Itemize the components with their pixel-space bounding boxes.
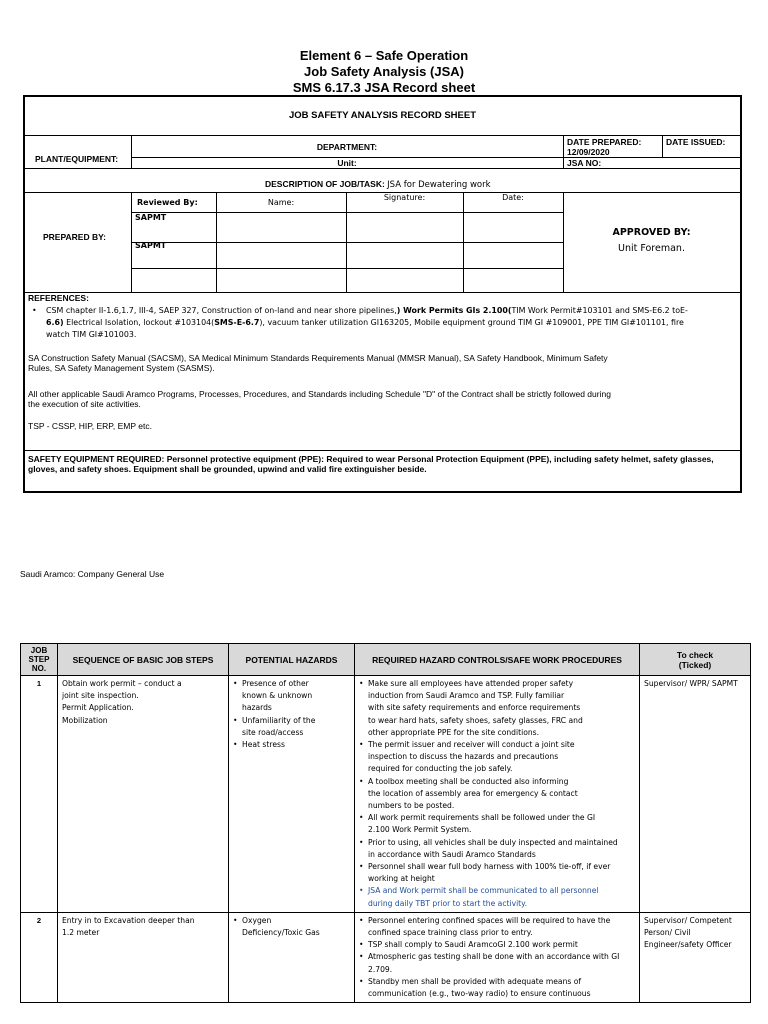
references-bullet: • CSM chapter II-1.6,1.7, III-4, SAEP 327, Construction of on-land and near shore pipelines,) Work Permits GIs 2.100(TIM Work Permit#103101 and SMS-E6.2 toE- 6.6) Electrical Isolation, lockout #103104(SMS-E-6.7), vacuum tanker utilization GI163205, Mobile equipment ground TIM GI #109001, PPE TIM GI#101101, fire watch TIM GI#101003.: [32, 306, 688, 339]
control-item: • Personnel entering confined spaces will be required to have the confined space training class prior to entry.: [368, 915, 635, 939]
header-hazards: POTENTIAL HAZARDS: [229, 644, 355, 676]
check-responsible: Supervisor/ Competent Person/ Civil Engineer/safety Officer: [640, 912, 751, 1002]
control-item: • A toolbox meeting shall be conducted also informing the location of assembly area for emergency & contact numbers to be posted.: [368, 776, 635, 813]
classification-footer: Saudi Aramco: Company General Use: [20, 569, 165, 579]
control-item: • Atmospheric gas testing shall be done with an accordance with GI 2.709.: [368, 951, 635, 975]
safety-equipment: SAFETY EQUIPMENT REQUIRED: Personnel protective equipment (PPE): Required to wear Personal Protection Equipment (PPE), including safety helmet, safety glasses, gloves, and safety shoes. Equipment shall be grounded, upwind and valid fire extinguisher beside.: [28, 454, 714, 474]
date-prepared-value: 12/09/2020: [567, 147, 610, 157]
hazard-item: • Heat stress: [242, 739, 350, 751]
date-issued-label: DATE ISSUED:: [666, 137, 726, 147]
approved-by-value: Unit Foreman.: [618, 243, 685, 254]
table-row: [21, 912, 751, 1002]
control-item: • The permit issuer and receiver will conduct a joint site inspection to discuss the hazards and precautions required for conducting the job safely.: [368, 739, 635, 776]
job-step-sequence: Obtain work permit – conduct a joint site inspection. Permit Application. Mobilization: [58, 676, 229, 913]
control-item: • Personnel shall wear full body harness with 100% tie-off, if ever working at height: [368, 861, 635, 885]
hazards-cell: [229, 912, 355, 1002]
control-item-highlight: • JSA and Work permit shall be communicated to all personnel during daily TBT prior to start the activity.: [368, 885, 635, 909]
references-para-1: SA Construction Safety Manual (SACSM), SA Medical Minimum Standards Requirements Manual (MMSR Manual), SA Safety Handbook, Minimum Safety Rules, SA Safety Management System (SASMS).: [28, 353, 608, 373]
hazard-item: • Oxygen Deficiency/Toxic Gas: [242, 915, 350, 939]
description-label: DESCRIPTION OF JOB/TASK:: [265, 179, 385, 189]
reviewer-2: SAPMT: [135, 241, 167, 250]
header-step: JOB STEP NO.: [21, 644, 58, 676]
signature-label: Signature:: [383, 193, 426, 202]
control-item: • Prior to using, all vehicles shall be duly inspected and maintained in accordance with Saudi Aramco Standards: [368, 837, 635, 861]
control-item: • TSP shall comply to Saudi AramcoGI 2.100 work permit: [368, 939, 635, 951]
control-item: • Standby men shall be provided with adequate means of communication (e.g., two-way radio) to ensure continuous: [368, 976, 635, 1000]
date-label: Date:: [502, 193, 524, 202]
header-sequence: SEQUENCE OF BASIC JOB STEPS: [58, 644, 229, 676]
element-title: Element 6 – Safe Operation: [299, 48, 469, 63]
control-item: • All work permit requirements shall be followed under the GI 2.100 Work Permit System.: [368, 812, 635, 836]
hazards-cell: [229, 676, 355, 913]
jsa-table: [20, 643, 751, 1003]
header-check: To check (Ticked): [640, 644, 751, 676]
sheet-title: JOB SAFETY ANALYSIS RECORD SHEET: [288, 110, 477, 121]
reviewed-by-label: Reviewed By:: [137, 198, 198, 207]
controls-cell: [355, 676, 640, 913]
references-para-3: TSP - CSSP, HIP, ERP, EMP etc.: [28, 421, 152, 431]
name-label: Name:: [267, 198, 295, 207]
description-value: JSA for Dewatering work: [387, 180, 491, 190]
table-header-row: [21, 644, 751, 676]
date-prepared-label: DATE PREPARED:: [567, 137, 642, 147]
plant-equipment-label: PLANT/EQUIPMENT:: [35, 154, 119, 164]
record-sheet-title: SMS 6.17.3 JSA Record sheet: [292, 80, 476, 95]
unit-label: Unit:: [337, 158, 357, 168]
job-description: [265, 179, 491, 190]
step-number: 1: [21, 676, 58, 913]
department-label: DEPARTMENT:: [316, 142, 378, 152]
hazard-item: • Presence of other known & unknown hazards: [242, 678, 350, 715]
control-item: • Make sure all employees have attended proper safety induction from Saudi Aramco and TSP. Fully familiar with site safety requirements and enforce requirements to wear hard hats, safety shoes, safety glasses, FRC and other appropriate PPE for the site conditions.: [368, 678, 635, 739]
header-controls: REQUIRED HAZARD CONTROLS/SAFE WORK PROCEDURES: [355, 644, 640, 676]
references-label: REFERENCES:: [28, 293, 89, 303]
jsa-no-label: JSA NO:: [567, 158, 602, 168]
step-number: 2: [21, 912, 58, 1002]
hazard-item: • Unfamiliarity of the site road/access: [242, 715, 350, 739]
approved-by-label: APPROVED BY:: [612, 227, 691, 238]
references-para-2: All other applicable Saudi Aramco Programs, Processes, Procedures, and Standards including Schedule "D" of the Contract shall be strictly followed during the execution of site activities.: [28, 389, 611, 409]
jsa-title: Job Safety Analysis (JSA): [304, 64, 464, 79]
job-step-sequence: Entry in to Excavation deeper than 1.2 meter: [58, 912, 229, 1002]
reviewer-1: SAPMT: [135, 213, 167, 222]
controls-cell: [355, 912, 640, 1002]
check-responsible: Supervisor/ WPR/ SAPMT: [640, 676, 751, 913]
table-row: [21, 676, 751, 913]
record-sheet: [23, 95, 742, 493]
prepared-by-label: PREPARED BY:: [43, 232, 106, 242]
